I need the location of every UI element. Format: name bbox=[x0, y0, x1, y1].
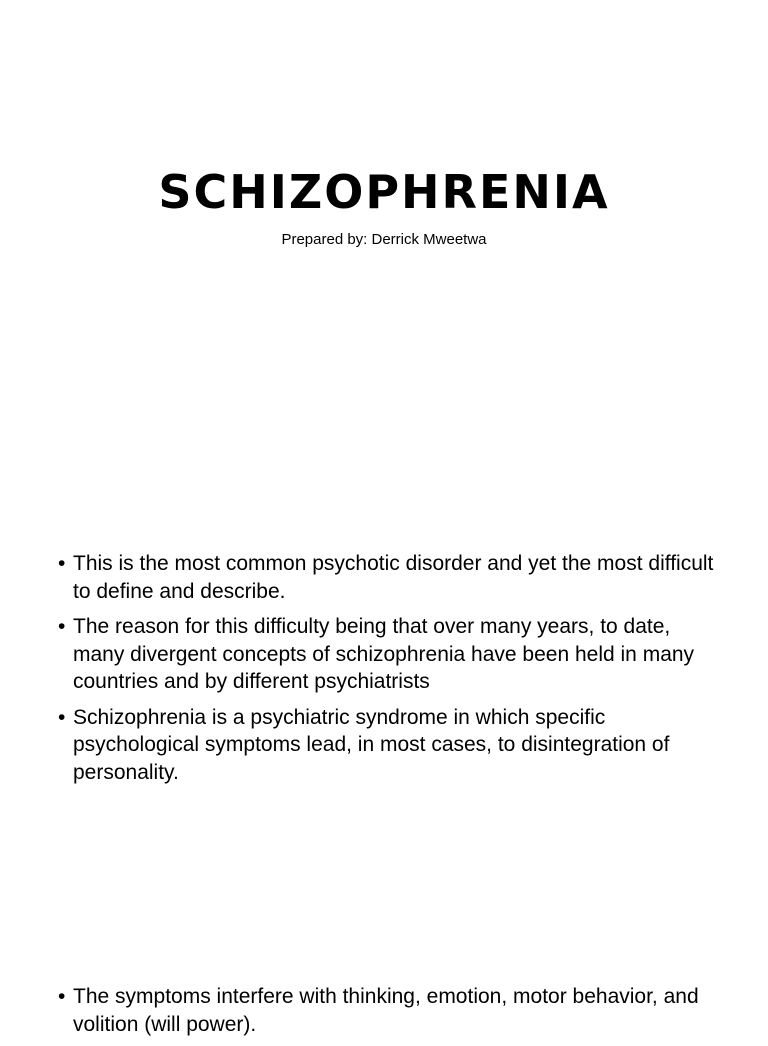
slide-title: SCHIZOPHRENIA bbox=[158, 165, 610, 219]
bullet-item bbox=[58, 704, 718, 787]
bullet-text: This is the most common psychotic disorder and yet the most difficult to define and describe. bbox=[73, 552, 714, 603]
bullet-item bbox=[58, 983, 718, 1038]
bullet-text: Schizophrenia is a psychiatric syndrome in which specific psychological symptoms lead, in most cases, to disintegration of personality. bbox=[73, 705, 670, 784]
bullet-dot: • bbox=[58, 985, 66, 1008]
bullet-list bbox=[58, 983, 718, 1046]
bullet-dot: • bbox=[58, 552, 66, 575]
bullet-item bbox=[58, 550, 718, 605]
bullet-dot: • bbox=[58, 615, 66, 638]
title-slide bbox=[0, 0, 768, 520]
bullet-dot: • bbox=[58, 705, 66, 729]
slide-subtitle: Prepared by: Derrick Mweetwa bbox=[281, 231, 487, 248]
bullet-item bbox=[58, 613, 718, 696]
bullet-text: The symptoms interfere with thinking, emotion, motor behavior, and volition (will power). bbox=[73, 985, 699, 1036]
bullet-text: The reason for this difficulty being that over many years, to date, many divergent concepts of schizophrenia have been held in many countries and by different psychiatrists bbox=[73, 615, 695, 693]
bullet-list bbox=[58, 550, 718, 794]
